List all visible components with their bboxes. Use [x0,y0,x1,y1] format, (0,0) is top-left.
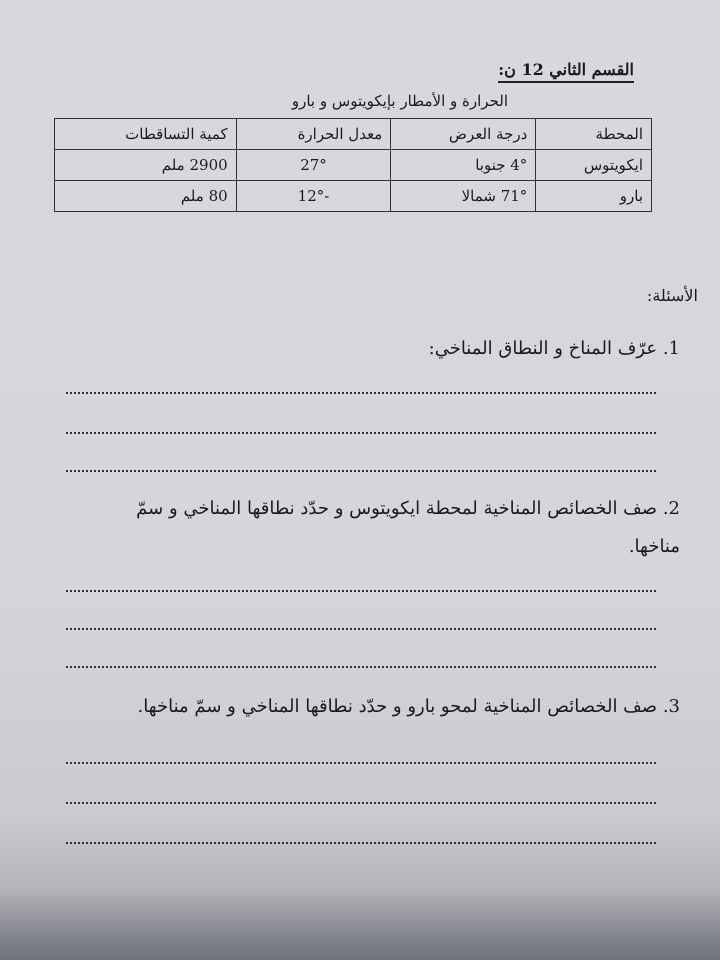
answer-line [66,590,656,592]
header-latitude: درجة العرض [391,119,536,150]
cell-station: بارو [536,181,652,212]
answer-line [66,666,656,668]
cell-station: ايكويتوس [536,150,652,181]
question-3: 3. صف الخصائص المناخية لمحو بارو و حدّد نطاقها المناخي و سمّ مناخها. [137,696,680,717]
question-2: 2. صف الخصائص المناخية لمحطة ايكويتوس و حدّد نطاقها المناخي و سمّ مناخها. [136,498,680,557]
cell-latitude: 71° شمالا [391,181,536,212]
table-row [55,150,652,181]
questions-label: الأسئلة: [646,286,698,305]
answer-line [66,762,656,764]
climate-table [54,118,652,212]
cell-latitude: 4° جنوبا [391,150,536,181]
cell-temperature: -12° [236,181,391,212]
answer-line [66,802,656,804]
page-shadow [0,890,720,960]
question-1: 1. عرّف المناخ و النطاق المناخي: [428,338,680,359]
table-caption: الحرارة و الأمطار بإيكويتوس و بارو [291,92,508,110]
header-temperature: معدل الحرارة [236,119,391,150]
answer-line [66,628,656,630]
table-header-row [55,119,652,150]
header-precipitation: كمية التساقطات [55,119,237,150]
section-title: القسم الثاني 12 ن: [498,60,634,83]
answer-line [66,470,656,472]
header-station: المحطة [536,119,652,150]
answer-line [66,392,656,394]
cell-precipitation: 2900 ملم [55,150,237,181]
table-row [55,181,652,212]
answer-line [66,432,656,434]
cell-precipitation: 80 ملم [55,181,237,212]
cell-temperature: 27° [236,150,391,181]
answer-line [66,842,656,844]
